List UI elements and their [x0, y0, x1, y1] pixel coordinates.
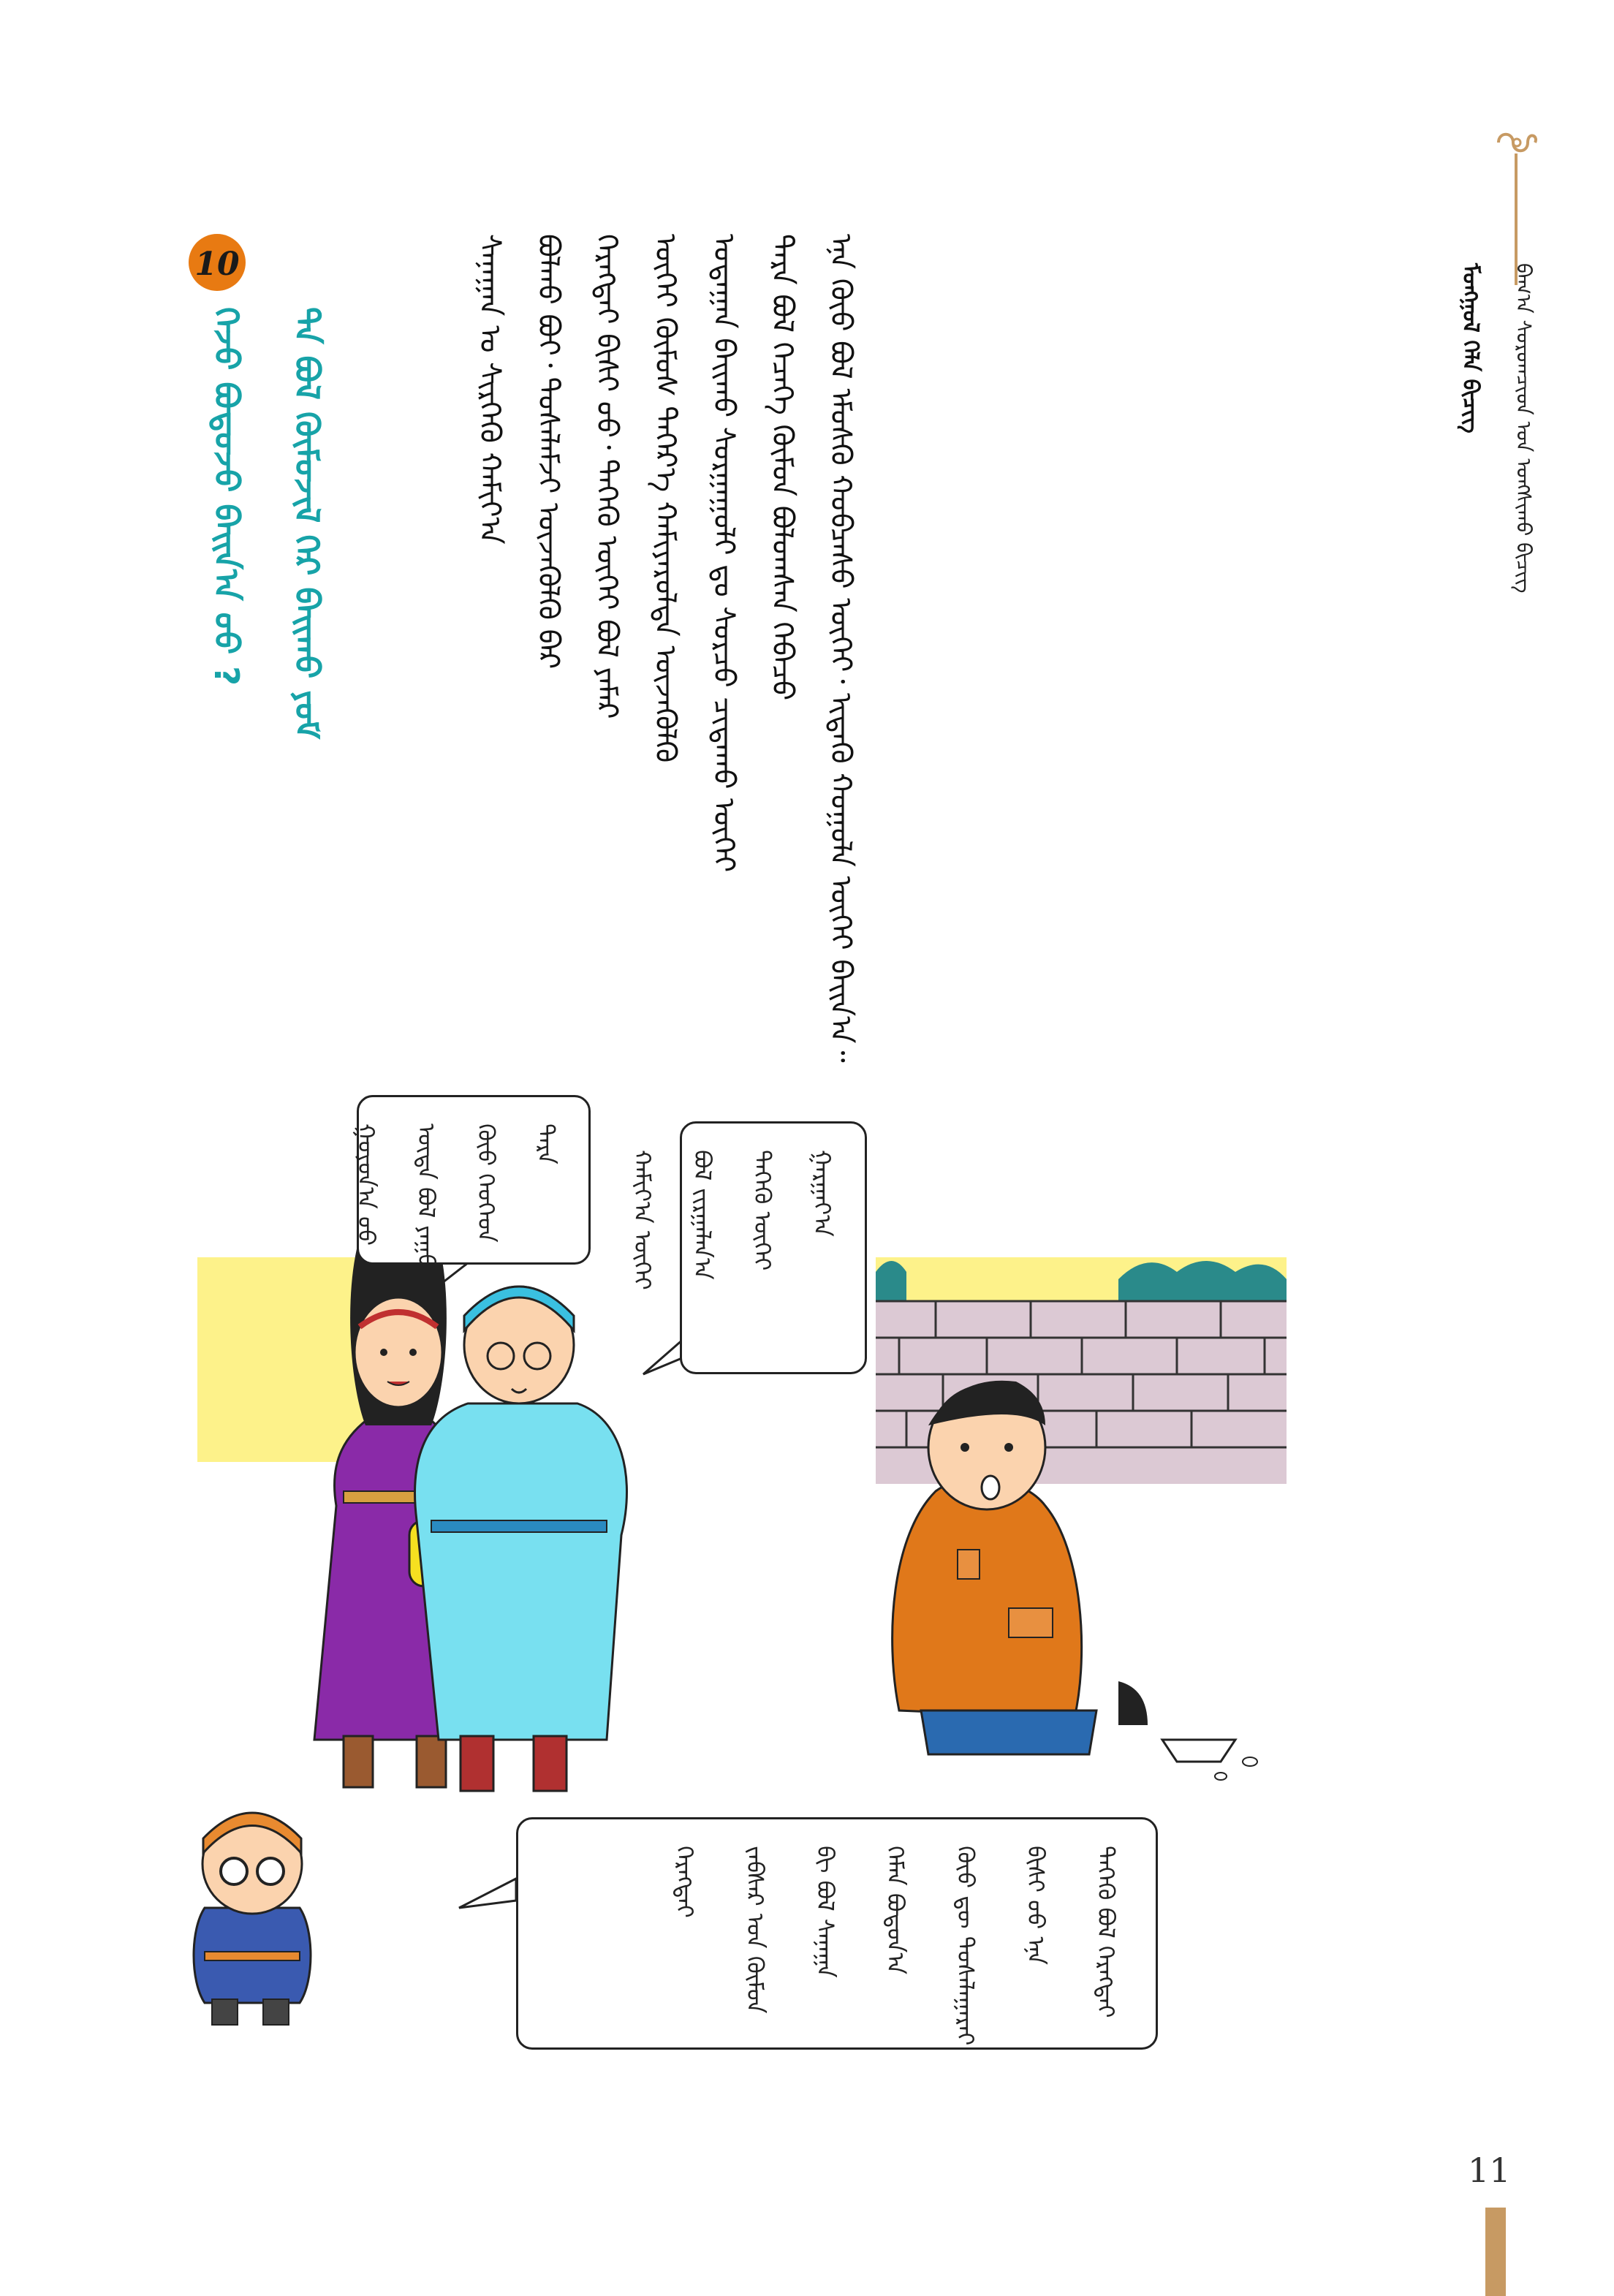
bubble-line: ᠬᠡᠮᠡᠨ ᠪᠣᠳᠣᠨ᠎ᠠ — [882, 1846, 909, 1975]
narrator-boy-figure — [194, 1813, 311, 2025]
body-line: ᠰᠠᠨᠠᠭᠠᠨ ᠤ ᠰᠢᠷᠭᠡᠬᠦ ᠬᠠᠮᠢᠶ᠎ᠠ — [473, 234, 507, 545]
bubble-line: ᠵᠠᠪᠰᠠᠷ ᠤᠨ ᠬᠦᠮᠦᠨ — [741, 1846, 769, 2014]
bubble-line: ᠭᠤᠶᠤᠨ᠎ᠠ ᠤᠤ — [352, 1124, 380, 1246]
bubble-line: ᠪᠢ ᠪᠣᠯ ᠰᠠᠨᠠᠭᠠ — [811, 1846, 839, 1978]
bubble-line: ᠪᠣᠯ ᠵᠢᠷᠭᠠᠯᠠᠨ᠎ᠠ — [689, 1150, 716, 1280]
body-line: ᠬᠡᠷᠡᠭᠲᠡᠢ ᠪᠢᠰᠢ ᠦᠦ᠂ ᠲᠡᠭᠡᠬᠦ ᠦᠭᠡᠢ ᠪᠣᠯ ᠶᠠᠮᠠᠷ — [590, 234, 624, 719]
speech-bubble-narrator — [516, 1817, 1158, 2050]
bubble-line: ᠲᠡᠭᠡᠬᠦ ᠪᠣᠯ ᠬᠡᠷᠡᠭᠲᠡᠢ — [1092, 1846, 1120, 2018]
question-number: 10 — [194, 246, 240, 283]
page-number: 11 — [1468, 2151, 1511, 2190]
body-line: ᠤᠳᠠᠭᠠᠨ ᠪᠠᠢᠬᠤ ᠰᠤᠷᠭᠠᠭᠤᠯᠢ ᠳᠤ ᠰᠤᠷᠴᠤ ᠴᠢᠳᠠᠬᠤ ᠦᠭᠡᠢ — [707, 234, 740, 873]
bubble-line: ᠬᠦᠦ ᠳᠦ ᠲᠤᠰᠠᠯᠠᠭᠠᠷᠠᠢ — [952, 1846, 980, 2046]
bubble-line: ᠬᠠᠮᠢᠶ᠎ᠠ ᠦᠭᠡᠢ — [629, 1150, 656, 1290]
bubble-line: ᠪᠢᠰᠢ ᠦᠦ ᠡᠨᠡ — [1022, 1846, 1050, 1965]
header-title: ᠮᠣᠩᠭᠣᠯ ᠬᠡᠯᠡ ᠪᠢᠴᠢᠭ — [1458, 263, 1483, 433]
bubble-line: ᠲᠡᠷᠡ — [532, 1124, 560, 1164]
bubble-line: ᠦᠳᠡ ᠪᠣᠯ ᠶᠠᠭᠤ — [412, 1124, 440, 1270]
bubble-line: ᠭᠠᠷᠭᠠᠶ᠎ᠠ — [808, 1150, 836, 1237]
man-figure — [415, 1287, 627, 1791]
body-paragraph — [344, 234, 857, 1063]
running-header — [1451, 263, 1539, 863]
body-line: ᠪᠣᠯᠬᠤ ᠪᠣᠢ᠂ ᠲᠤᠰᠠᠯᠠᠮᠵᠢ ᠦᠵᠡᠭᠦᠯᠬᠦ ᠪᠡᠷ — [531, 234, 565, 670]
speech-bubble-woman — [352, 1095, 591, 1270]
body-line: ᠦᠭᠡᠢ ᠬᠦᠮᠦᠰ ᠳᠡᠭᠡᠷ᠎ᠡ ᠬᠠᠮᠢᠶᠠᠷᠤᠯᠲᠠ ᠦᠵᠡᠭᠦᠯᠬᠦ — [648, 234, 682, 763]
bubble-line: ᠬᠦᠦ ᠬᠡᠦᠬᠡᠳ — [472, 1124, 500, 1243]
header-subtitle: ᠪᠠᠭ᠎ᠠ ᠰᠤᠷᠤᠭᠴᠢᠳ ᠤᠨ ᠤᠩᠰᠢᠬᠤ ᠪᠢᠴᠢᠭ — [1512, 263, 1536, 594]
question-line: ᠭᠡᠵᠦ ᠪᠣᠳᠣᠵᠤ ᠪᠠᠢᠨ᠎ᠠ ᠤᠤ ? — [207, 307, 246, 686]
bubble-line: ᠲᠡᠭᠡᠬᠦ ᠦᠭᠡᠢ — [749, 1150, 776, 1271]
body-line: ᠡᠨᠡ ᠬᠦᠦ ᠪᠣᠯ ᠡᠮᠦᠰᠬᠦ ᠬᠤᠪᠴᠠᠰᠤ ᠦᠭᠡᠢ᠂ ᠢᠳᠡᠬᠦ ᠬᠣᠭᠣᠯᠠ ᠦᠭᠡᠢ ᠪᠠᠢᠨ᠎ᠠ᠃ — [824, 234, 857, 1063]
question-text — [197, 307, 336, 819]
speech-bubble-man — [629, 1121, 867, 1374]
bubble-line: ᠬᠡᠷᠡᠭᠲᠡᠢ — [671, 1846, 699, 1918]
page-edge-tab — [1485, 2208, 1506, 2296]
body-line: ᠲᠡᠷᠡ ᠪᠣᠯ ᠬᠡᠴᠡᠬᠡ ᠬᠦᠮᠦᠨ ᠪᠣᠯᠤᠭᠰᠠᠨ ᠬᠡᠪᠡᠴᠦ — [765, 234, 799, 701]
question-line: ᠲᠠ ᠪᠣᠯ ᠬᠦᠮᠦᠵᠢᠯ ᠬᠡᠷ ᠪᠠᠢᠬᠤ ᠶᠤᠮ — [287, 307, 327, 739]
